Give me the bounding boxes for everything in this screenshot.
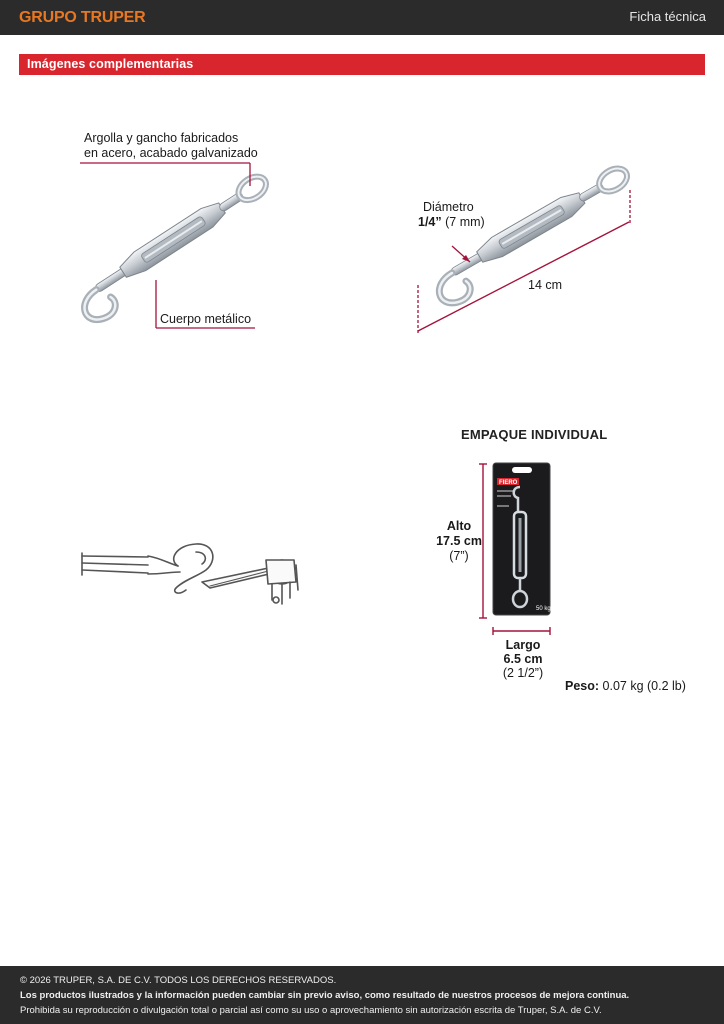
document-type: Ficha técnica bbox=[629, 9, 706, 24]
length-label: 14 cm bbox=[528, 278, 563, 292]
brand-logo: GRUPO TRUPER bbox=[19, 9, 146, 26]
alto-metric: 17.5 cm bbox=[436, 534, 482, 548]
alto-imperial: (7”) bbox=[449, 549, 469, 563]
package-image bbox=[479, 463, 551, 635]
material-callout-line2: en acero, acabado galvanizado bbox=[84, 146, 258, 160]
material-callout-line1: Argolla y gancho fabricados bbox=[84, 131, 239, 145]
footer-copyright: © 2026 TRUPER, S.A. DE C.V. TODOS LOS DERECHOS RESERVADOS. bbox=[20, 975, 337, 986]
weight-label: Peso: bbox=[565, 679, 600, 693]
footer-rights: Prohibida su reproducción o divulgación total o parcial así como su uso o aprovechamiento sin autorización escrita de Truper, S.A. de C.V. bbox=[20, 1005, 602, 1016]
alto-label: Alto bbox=[446, 519, 472, 533]
largo-metric: 6.5 cm bbox=[503, 652, 543, 666]
diameter-label: Diámetro bbox=[423, 200, 474, 214]
card-capacity: 50 kg bbox=[536, 606, 551, 612]
largo-imperial: (2 1/2”) bbox=[502, 666, 544, 680]
section-title: Imágenes complementarias bbox=[27, 57, 194, 71]
diameter-inches: 1/4” bbox=[418, 215, 442, 229]
turnbuckle-image-dimensions bbox=[418, 163, 641, 334]
body-callout: Cuerpo metálico bbox=[160, 312, 252, 326]
footer-disclaimer: Los productos ilustrados y la información pueden cambiar sin previo aviso, como resultado de nuestros procesos de mejora continua. bbox=[20, 990, 630, 1001]
diameter-metric: (7 mm) bbox=[445, 215, 485, 229]
largo-label: Largo bbox=[505, 638, 541, 652]
weight-value: 0.07 kg (0.2 lb) bbox=[602, 679, 686, 693]
package-title: EMPAQUE INDIVIDUAL bbox=[461, 427, 608, 442]
diameter-value bbox=[418, 215, 485, 230]
weight bbox=[565, 679, 686, 694]
usage-illustration bbox=[82, 544, 298, 604]
turnbuckle-image-left bbox=[72, 163, 281, 328]
footer bbox=[0, 966, 724, 1024]
card-brand: FIERO bbox=[499, 480, 518, 486]
